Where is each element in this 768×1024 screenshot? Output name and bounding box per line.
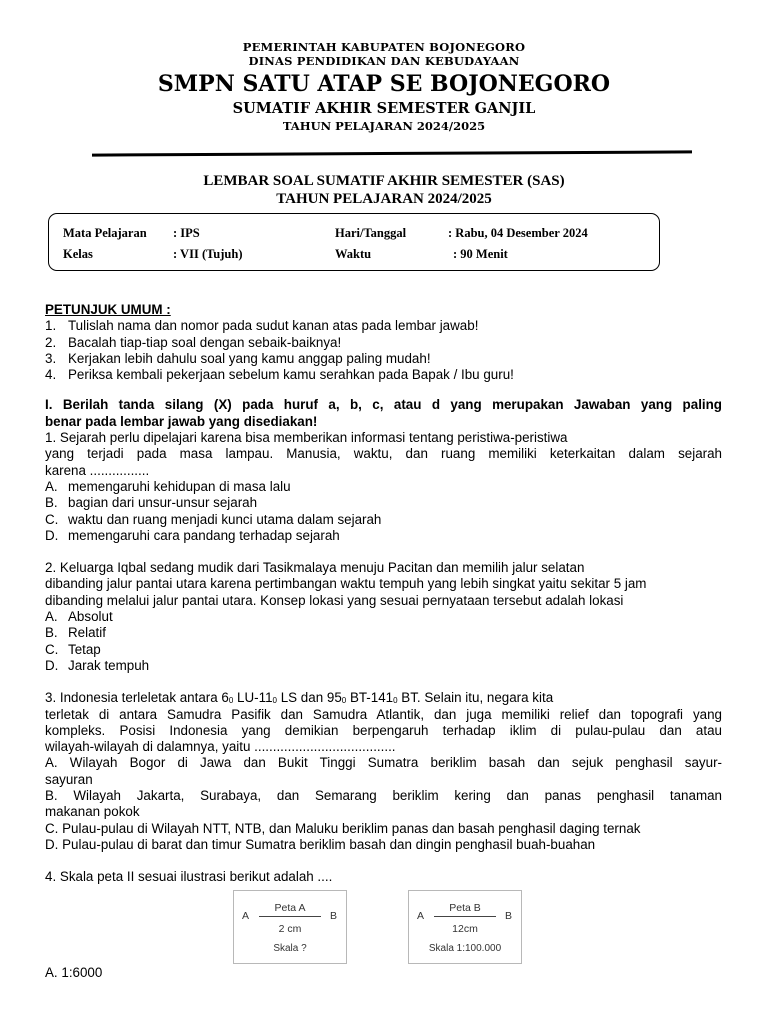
question-text: kompleks. Posisi Indonesia yang demikian berpengaruh terhadap iklim di pulau-pulau dan atau (45, 722, 722, 738)
question-text: wilayah-wilayah di dalamnya, yaitu ...................................... (45, 739, 396, 755)
section-instruction-line2: benar pada lembar jawab yang disediakan! (45, 413, 318, 429)
subject-value: : IPS (173, 226, 200, 240)
map-name: Peta A (274, 902, 306, 914)
subject-label: Mata Pelajaran (63, 226, 147, 240)
answer-option: A. memengaruhi kehidupan di masa lalu (45, 478, 291, 494)
point-b-label: B (505, 910, 513, 922)
map-b-scale-figure (408, 890, 522, 964)
point-a-label: A (417, 910, 425, 922)
answer-option: A. Absolut (45, 609, 113, 625)
letterhead (0, 40, 768, 133)
question-text: karena ................ (45, 462, 150, 478)
instructions-list (45, 318, 722, 383)
info-row-subject (63, 224, 653, 242)
school-name: SMPN SATU ATAP SE BOJONEGORO (157, 71, 611, 97)
exam-name: SUMATIF AKHIR SEMESTER GANJIL (232, 100, 536, 117)
time-value: : 90 Menit (453, 247, 508, 261)
answer-option: B. Wilayah Jakarta, Surabaya, dan Semarang beriklim kering dan panas penghasil tanaman (45, 788, 722, 804)
distance-line (434, 916, 496, 917)
answer-option-continued: sayuran (45, 771, 93, 787)
answer-option-continued: makanan pokok (45, 804, 140, 820)
question-2 (45, 560, 722, 674)
map-distance: 12cm (452, 923, 478, 935)
question-text: dibanding melalui jalur pantai utara. Konsep lokasi yang sesuai pernyataan tersebut adalah lokasi (45, 592, 624, 608)
section-instruction-line1: I. Berilah tanda silang (X) pada huruf a, b, c, atau d yang merupakan Jawaban yang paling (45, 397, 722, 413)
map-a-scale-figure (233, 890, 347, 964)
question-text: 1. Sejarah perlu dipelajari karena bisa memberikan informasi tentang peristiwa-peristiwa (45, 430, 568, 446)
exam-content (45, 302, 722, 886)
day-value: : Rabu, 04 Desember 2024 (448, 226, 588, 240)
time-label: Waktu (335, 247, 372, 261)
answer-option: D. Jarak tempuh (45, 657, 150, 673)
map-scale: Skala ? (273, 943, 307, 954)
question-4-option-a: A. 1:6000 (45, 965, 103, 980)
info-row-class (63, 245, 653, 263)
answer-option: C. Pulau-pulau di Wilayah NTT, NTB, dan Maluku beriklim panas dan basah penghasil daging ternak (45, 820, 641, 836)
header-department: DINAS PENDIDIKAN DAN KEBUDAYAAN (248, 54, 520, 68)
header-divider (92, 150, 692, 156)
sheet-title-line2: TAHUN PELAJARAN 2024/2025 (276, 191, 492, 207)
instructions-title: PETUNJUK UMUM : (45, 302, 171, 317)
class-label: Kelas (63, 247, 93, 261)
sheet-title-line1: LEMBAR SOAL SUMATIF AKHIR SEMESTER (SAS) (203, 173, 565, 189)
answer-option: D. memengaruhi cara pandang terhadap sejarah (45, 527, 340, 543)
question-text: dibanding jalur pantai utara karena pertimbangan waktu tempuh yang lebih singkat yaitu sekitar 5 jam (45, 576, 647, 592)
instruction-item: 1. Tulislah nama dan nomor pada sudut kanan atas pada lembar jawab! (45, 318, 479, 334)
distance-line (259, 916, 321, 917)
map-scale: Skala 1:100.000 (428, 943, 502, 954)
point-b-label: B (330, 910, 338, 922)
question-1 (45, 430, 722, 544)
answer-option: C. waktu dan ruang menjadi kunci utama dalam sejarah (45, 511, 382, 527)
question-text: terletak di antara Samudra Pasifik dan Samudra Atlantik, dan juga memiliki relief dan topografi yang (45, 706, 722, 722)
header-government: PEMERINTAH KABUPATEN BOJONEGORO (242, 40, 526, 54)
question-text: yang terjadi pada masa lampau. Manusia, waktu, dan ruang memiliki keterkaitan dalam sejarah (45, 446, 722, 462)
class-value: : VII (Tujuh) (173, 247, 243, 261)
instruction-item: 2. Bacalah tiap-tiap soal dengan sebaik-baiknya! (45, 334, 342, 350)
answer-option: A. Wilayah Bogor di Jawa dan Bukit Tinggi Sumatra beriklim basah dan sejuk penghasil sayur- (45, 755, 722, 771)
question-4-text: 4. Skala peta II sesuai ilustrasi berikut adalah .... (45, 869, 333, 885)
exam-info-box (48, 213, 660, 271)
instruction-item: 3. Kerjakan lebih dahulu soal yang kamu anggap paling mudah! (45, 350, 431, 366)
question-text: 2. Keluarga Iqbal sedang mudik dari Tasikmalaya menuju Pacitan dan memilih jalur selatan (45, 560, 585, 576)
answer-option: B. Relatif (45, 625, 106, 641)
instruction-item: 4. Periksa kembali pekerjaan sebelum kamu serahkan pada Bapak / Ibu guru! (45, 367, 514, 383)
sheet-title (0, 172, 768, 208)
answer-option: B. bagian dari unsur-unsur sejarah (45, 495, 258, 511)
answer-option: C. Tetap (45, 641, 101, 657)
map-name: Peta B (449, 902, 481, 914)
question-3 (45, 690, 722, 853)
map-distance: 2 cm (278, 923, 302, 935)
point-a-label: A (242, 910, 250, 922)
question-text: 3. Indonesia terleletak antara $6_0$ $LU-11_0$ LS dan $95_0$ $BT-141_0$ BT. Selain itu, negara kita (45, 690, 554, 706)
answer-option: D. Pulau-pulau di barat dan timur Sumatra beriklim basah dan dingin penghasil buah-buahan (45, 836, 596, 852)
school-year: TAHUN PELAJARAN 2024/2025 (282, 119, 486, 133)
day-label: Hari/Tanggal (335, 226, 407, 240)
